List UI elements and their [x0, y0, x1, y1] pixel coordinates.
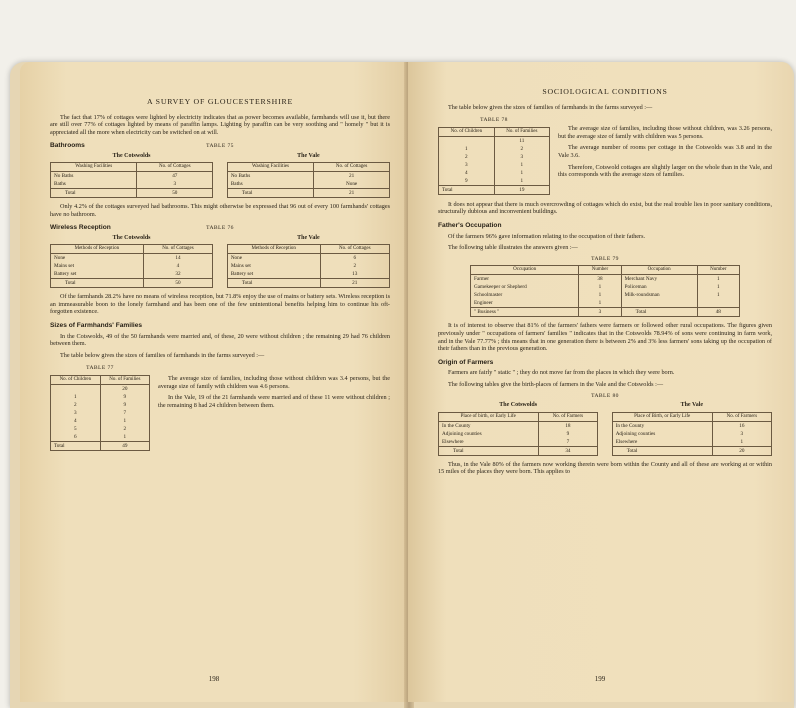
cell: Mains set — [51, 262, 144, 270]
paragraph: Thus, in the Vale 80% of the farmers now working therein were born within the County and all of these are working at or within 15 miles of the places they were born. This applies to — [438, 460, 772, 476]
paragraph: In the Cotswolds, 49 of the 50 farmhands were married and, of these, 20 were without children ; the remaining 29 had 76 children between them. — [50, 332, 390, 348]
table-80 — [438, 402, 772, 456]
total-value: 20 — [712, 446, 771, 455]
column-header: No. of Children — [51, 375, 101, 384]
column-header: Place of Birth, or Early Life — [612, 412, 712, 421]
paragraph: Farmers are fairly " static " ; they do not move far from the places in which they were born. — [448, 369, 675, 377]
table-80-vale — [612, 402, 772, 456]
cell: " Business " — [471, 308, 579, 317]
cell: 7 — [538, 438, 598, 447]
table-caption: TABLE 76 — [206, 224, 234, 231]
cell: 1 — [494, 177, 549, 186]
cell: None — [314, 180, 390, 189]
cell: Schoolmaster — [471, 291, 579, 299]
total-label: Total — [439, 185, 495, 194]
data-table — [50, 244, 213, 288]
cell: 47 — [137, 172, 213, 181]
cell: 3 — [579, 308, 621, 317]
cell: 2 — [439, 153, 495, 161]
total-value: 49 — [100, 441, 149, 450]
running-head: A SURVEY OF GLOUCESTERSHIRE — [146, 97, 294, 106]
table-76-vale — [227, 235, 390, 289]
column-header: Methods of Reception — [227, 245, 320, 254]
cell: Baths — [227, 180, 313, 189]
data-table — [227, 162, 390, 198]
cell: 13 — [320, 270, 389, 279]
cell: 1 — [494, 161, 549, 169]
paragraph: It is of interest to observe that 81% of the farmers' fathers were farmers or followed other rural occupations. The figures given previously under " occupations of farmers' families " indicates that in the Cotswolds 78.94% of sons were continuing in farm work, and in the Vale 77.77% ; this means that in one generation there is between 2% and 3% less farmers' sons taking up the occupation of their fathers than in the previous generation. — [438, 322, 772, 353]
cell: None — [51, 254, 144, 263]
left-page — [20, 62, 408, 702]
table-caption: TABLE 77 — [86, 365, 114, 372]
column-header: No. of Cottages — [143, 245, 212, 254]
table-caption: TABLE 75 — [206, 142, 234, 149]
cell: Gamekeeper or Shepherd — [471, 283, 579, 291]
column-header: Washing Facilities — [51, 163, 137, 172]
table-76-cotswolds — [50, 235, 213, 289]
left-page-content — [50, 98, 390, 451]
table-75-cotswolds — [50, 153, 213, 199]
cell: 20 — [100, 384, 149, 393]
cell: 1 — [697, 275, 739, 284]
paragraph: In the Vale, 19 of the 21 farmhands were married and of these 11 were without children ; the remaining 8 had 24 children between them. — [158, 394, 390, 410]
cell: Engineer — [471, 299, 579, 308]
section-heading: Bathrooms — [50, 142, 85, 150]
cell: Elsewhere — [612, 438, 712, 447]
paragraph: The average number of rooms per cottage in the Cotswolds was 3.8 and in the Vale 3.6. — [558, 144, 772, 159]
cell: 11 — [494, 136, 549, 145]
region-label: The Vale — [297, 234, 320, 241]
data-table — [438, 127, 550, 195]
column-header: No. of Families — [100, 375, 149, 384]
cell: 4 — [51, 417, 101, 425]
cell: 7 — [100, 409, 149, 417]
cell: 5 — [51, 425, 101, 433]
paragraph: The average size of families, including those without children was 3.4 persons, but the average size of family with children was 4.6 persons. — [158, 375, 390, 390]
cell: Merchant Navy — [621, 275, 697, 284]
cell: 1 — [712, 438, 771, 447]
table-caption: TABLE 79 — [591, 255, 619, 262]
region-label: The Vale — [680, 402, 704, 409]
table-77 — [50, 363, 150, 451]
cell: No Baths — [51, 172, 137, 181]
paragraph: Of the farmhands 28.2% have no means of wireless reception, but 71.8% enjoy the use of mains or battery sets. Wireless reception is an immeasurable boon to the lonely farmhand and has been one of the few unintentional benefits helping him to continue his oft-forgotten existence. — [50, 293, 390, 316]
cell: 14 — [143, 254, 212, 263]
open-book — [10, 62, 794, 708]
cell: 21 — [314, 172, 390, 181]
total-value: 48 — [697, 308, 739, 317]
table-78 — [438, 115, 550, 195]
page-number: 198 — [208, 675, 220, 684]
total-value: 19 — [494, 185, 549, 194]
cell: 18 — [538, 421, 598, 430]
column-header: Place of birth, or Early Life — [439, 412, 539, 421]
cell: 38 — [579, 275, 621, 284]
page-number: 199 — [594, 675, 606, 684]
running-head: SOCIOLOGICAL CONDITIONS — [542, 87, 668, 96]
column-header: No. of Children — [439, 127, 495, 136]
cell: None — [227, 254, 320, 263]
paragraph: It does not appear that there is much overcrowding of cottages which do exist, but the real trouble lies in poor sanitary conditions, structurally dubious and inconvenient buildings. — [438, 200, 772, 216]
total-label: Total — [439, 446, 539, 455]
side-text — [558, 115, 772, 195]
cell: In the County — [439, 421, 539, 430]
table-78-block — [438, 115, 772, 195]
cell: 6 — [320, 254, 389, 263]
cell: 32 — [143, 270, 212, 279]
paragraph: The following table illustrates the answers given :— — [448, 244, 578, 252]
column-header: Number — [579, 266, 621, 275]
cell: 2 — [51, 401, 101, 409]
right-page-content — [438, 88, 772, 480]
cell: Baths — [51, 180, 137, 189]
data-table — [50, 162, 213, 198]
column-header: Occupation — [471, 266, 579, 275]
column-header: No. of Cottages — [320, 245, 389, 254]
cell — [51, 384, 101, 393]
cell: 1 — [439, 145, 495, 153]
column-header: No. of Farmers — [712, 412, 771, 421]
cell: 1 — [51, 393, 101, 401]
total-label: Total — [612, 446, 712, 455]
total-value: 50 — [137, 189, 213, 198]
data-table — [227, 244, 390, 288]
right-page — [408, 62, 792, 702]
table-80-cotswolds — [438, 402, 598, 456]
cell: 2 — [494, 145, 549, 153]
cell — [621, 299, 697, 308]
cell: 9 — [100, 393, 149, 401]
cell: 1 — [494, 169, 549, 177]
cell: 16 — [712, 421, 771, 430]
table-caption: TABLE 78 — [480, 117, 508, 124]
paragraph: The average size of families, including those without children, was 3.26 persons, but the average size of family with children was 5 persons. — [558, 125, 772, 140]
cell: 4 — [439, 169, 495, 177]
total-label: Total — [227, 279, 320, 288]
region-label: The Cotswolds — [499, 402, 538, 409]
total-label: Total — [51, 189, 137, 198]
section-heading: Father's Occupation — [438, 221, 502, 229]
cell: Policeman — [621, 283, 697, 291]
region-label: The Cotswolds — [112, 152, 151, 159]
cell: Mains set — [227, 262, 320, 270]
cell: 3 — [439, 161, 495, 169]
cell: 1 — [100, 433, 149, 442]
total-label: Total — [227, 189, 313, 198]
cell: 1 — [697, 291, 739, 299]
cell: 9 — [538, 430, 598, 438]
cell: 1 — [579, 283, 621, 291]
total-label: Total — [51, 279, 144, 288]
cell: Elsewhere — [439, 438, 539, 447]
table-75 — [50, 153, 390, 199]
column-header: Washing Facilities — [227, 163, 313, 172]
data-table — [612, 412, 772, 456]
table-77-block — [50, 363, 390, 451]
paragraph: Therefore, Cotswold cottages are slightly larger on the whole than in the Vale, and this corresponds with the average sizes of families. — [558, 163, 772, 179]
table-75-vale — [227, 153, 390, 199]
data-table — [50, 375, 150, 451]
section-heading: Origin of Farmers — [438, 358, 494, 366]
column-header: No. of Families — [494, 127, 549, 136]
table-79 — [470, 265, 740, 317]
cell: Battery set — [51, 270, 144, 279]
table-caption: TABLE 80 — [591, 392, 619, 399]
total-value: 21 — [314, 189, 390, 198]
cell: Adjoining counties — [612, 430, 712, 438]
data-table — [438, 412, 598, 456]
paragraph: Of the farmers 96% gave information relating to the occupation of their fathers. — [448, 232, 646, 240]
paragraph: The following tables give the birth-places of farmers in the Vale and the Cotswolds :— — [448, 380, 664, 388]
side-text — [158, 363, 390, 451]
cell: 2 — [100, 425, 149, 433]
paragraph: Only 4.2% of the cottages surveyed had bathrooms. This might otherwise be expressed that 96 out of every 100 farmhands' cottages have no bathroom. — [50, 203, 390, 218]
column-header: Methods of Reception — [51, 245, 144, 254]
column-header: Occupation — [621, 266, 697, 275]
region-label: The Vale — [297, 152, 320, 159]
region-label: The Cotswolds — [112, 234, 151, 241]
cell: 1 — [579, 299, 621, 308]
column-header: No. of Cottages — [137, 163, 213, 172]
column-header: No. of Cottages — [314, 163, 390, 172]
cell: 4 — [143, 262, 212, 270]
total-value: 34 — [538, 446, 598, 455]
cell: In the County — [612, 421, 712, 430]
cell: 3 — [51, 409, 101, 417]
cell: 2 — [320, 262, 389, 270]
cell: 1 — [579, 291, 621, 299]
intro-paragraph: The fact that 17% of cottages were lighted by electricity indicates that as power becomes available, farmhands will use it, but there are still over 77% of cottages lighted by means of paraffin lamps. Lighting by paraffin can be very soothing and " homely " but it is appreciated all the more when electricity can be switched on at will. — [50, 113, 390, 136]
paragraph: The table below gives the sizes of families of farmhands in the farms surveyed :— — [60, 351, 265, 359]
cell: 1 — [697, 283, 739, 291]
column-header: Number — [697, 266, 739, 275]
cell: Milk-roundsman — [621, 291, 697, 299]
section-heading: Wireless Reception — [50, 224, 111, 232]
cell: 9 — [100, 401, 149, 409]
total-value: 50 — [143, 279, 212, 288]
cell: Farmer — [471, 275, 579, 284]
cell: No Baths — [227, 172, 313, 181]
total-label: Total — [51, 441, 101, 450]
total-value: 21 — [320, 279, 389, 288]
cell: 3 — [712, 430, 771, 438]
table-76 — [50, 235, 390, 289]
section-heading: Sizes of Farmhands' Families — [50, 321, 143, 329]
cell: 9 — [439, 177, 495, 186]
paragraph: The table below gives the sizes of families of farmhands in the farms surveyed :— — [448, 103, 653, 111]
cell — [439, 136, 495, 145]
cell: Battery set — [227, 270, 320, 279]
cell: 1 — [100, 417, 149, 425]
cell — [697, 299, 739, 308]
cell: Adjoining counties — [439, 430, 539, 438]
cell: 3 — [137, 180, 213, 189]
column-header: No. of Farmers — [538, 412, 598, 421]
cell: 6 — [51, 433, 101, 442]
cell: 3 — [494, 153, 549, 161]
total-label: Total — [621, 308, 697, 317]
